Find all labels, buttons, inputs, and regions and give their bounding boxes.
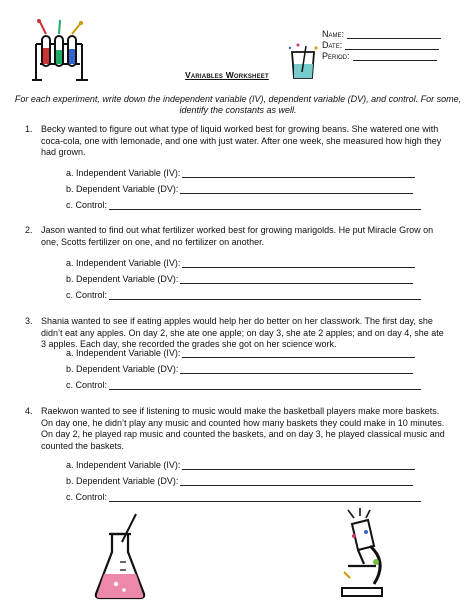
control-label: c. Control: xyxy=(66,380,108,390)
control-answer-line[interactable] xyxy=(109,290,421,300)
control-answer-line[interactable] xyxy=(109,200,421,210)
q2-control-field[interactable] xyxy=(66,290,421,300)
question-number: 4. xyxy=(25,406,33,416)
beaker-icon xyxy=(286,42,322,82)
period-label: Period: xyxy=(322,51,350,61)
dv-label: b. Dependent Variable (DV): xyxy=(66,476,179,486)
question-4 xyxy=(25,406,445,452)
dv-label: b. Dependent Variable (DV): xyxy=(66,274,179,284)
iv-answer-line[interactable] xyxy=(182,168,415,178)
iv-label: a. Independent Variable (IV): xyxy=(66,168,181,178)
dv-label: b. Dependent Variable (DV): xyxy=(66,184,179,194)
q1-iv-field[interactable] xyxy=(66,168,415,178)
question-number: 2. xyxy=(25,225,33,235)
question-number: 3. xyxy=(25,316,33,326)
control-label: c. Control: xyxy=(66,492,108,502)
dv-answer-line[interactable] xyxy=(180,274,413,284)
question-text: Raekwon wanted to see if listening to music would make the basketball players make more baskets. On day one, he didn’t play any music and counted how many baskets they could make in 10 minutes. On day 2, he played rap music and counted the baskets, and on day 3, he played classical music and counted the baskets. xyxy=(41,406,445,451)
q1-control-field[interactable] xyxy=(66,200,421,210)
iv-answer-line[interactable] xyxy=(182,348,415,358)
name-field[interactable] xyxy=(322,29,441,39)
control-label: c. Control: xyxy=(66,290,108,300)
q2-iv-field[interactable] xyxy=(66,258,415,268)
iv-label: a. Independent Variable (IV): xyxy=(66,258,181,268)
question-text: Shania wanted to see if eating apples would help her do better on her classwork. The first day, she didn’t eat any apples. On day 2, she ate one apple; on day 3, she ate 2 apples; and on day 4, she ate 3 apples. Each day, she recorded the grades she got on her science work. xyxy=(41,316,444,349)
name-line[interactable] xyxy=(347,29,441,39)
test-tube-rack-icon xyxy=(30,18,90,83)
name-label: Name: xyxy=(322,29,345,39)
control-answer-line[interactable] xyxy=(109,380,421,390)
q1-dv-field[interactable] xyxy=(66,184,413,194)
q2-dv-field[interactable] xyxy=(66,274,413,284)
iv-answer-line[interactable] xyxy=(182,258,415,268)
question-1 xyxy=(25,124,445,159)
iv-label: a. Independent Variable (IV): xyxy=(66,348,181,358)
worksheet-title: Variables Worksheet xyxy=(185,70,269,80)
dv-answer-line[interactable] xyxy=(180,364,413,374)
dv-answer-line[interactable] xyxy=(180,184,413,194)
iv-label: a. Independent Variable (IV): xyxy=(66,460,181,470)
question-text: Becky wanted to figure out what type of liquid worked best for growing beans. She watered one with coca-cola, one with lemonade, and one with just water. After one week, she measured how high they had grown. xyxy=(41,124,442,157)
question-3 xyxy=(25,316,445,351)
question-number: 1. xyxy=(25,124,33,134)
microscope-icon xyxy=(330,506,392,602)
q4-iv-field[interactable] xyxy=(66,460,415,470)
date-field[interactable] xyxy=(322,40,439,50)
date-label: Date: xyxy=(322,40,343,50)
date-line[interactable] xyxy=(345,40,439,50)
control-answer-line[interactable] xyxy=(109,492,421,502)
q3-iv-field[interactable] xyxy=(66,348,415,358)
flask-icon xyxy=(90,512,150,602)
dv-answer-line[interactable] xyxy=(180,476,413,486)
q4-dv-field[interactable] xyxy=(66,476,413,486)
instructions: For each experiment, write down the independent variable (IV), dependent variable (DV), and control. For some, identify the constants as well. xyxy=(14,94,462,115)
question-2 xyxy=(25,225,445,248)
control-label: c. Control: xyxy=(66,200,108,210)
dv-label: b. Dependent Variable (DV): xyxy=(66,364,179,374)
period-line[interactable] xyxy=(353,51,437,61)
q4-control-field[interactable] xyxy=(66,492,421,502)
period-field[interactable] xyxy=(322,51,437,61)
q3-control-field[interactable] xyxy=(66,380,421,390)
question-text: Jason wanted to find out what fertilizer worked best for growing marigolds. He put Miracle Grow on one, Scotts fertilizer on one, and no fertilizer on another. xyxy=(41,225,434,247)
q3-dv-field[interactable] xyxy=(66,364,413,374)
iv-answer-line[interactable] xyxy=(182,460,415,470)
